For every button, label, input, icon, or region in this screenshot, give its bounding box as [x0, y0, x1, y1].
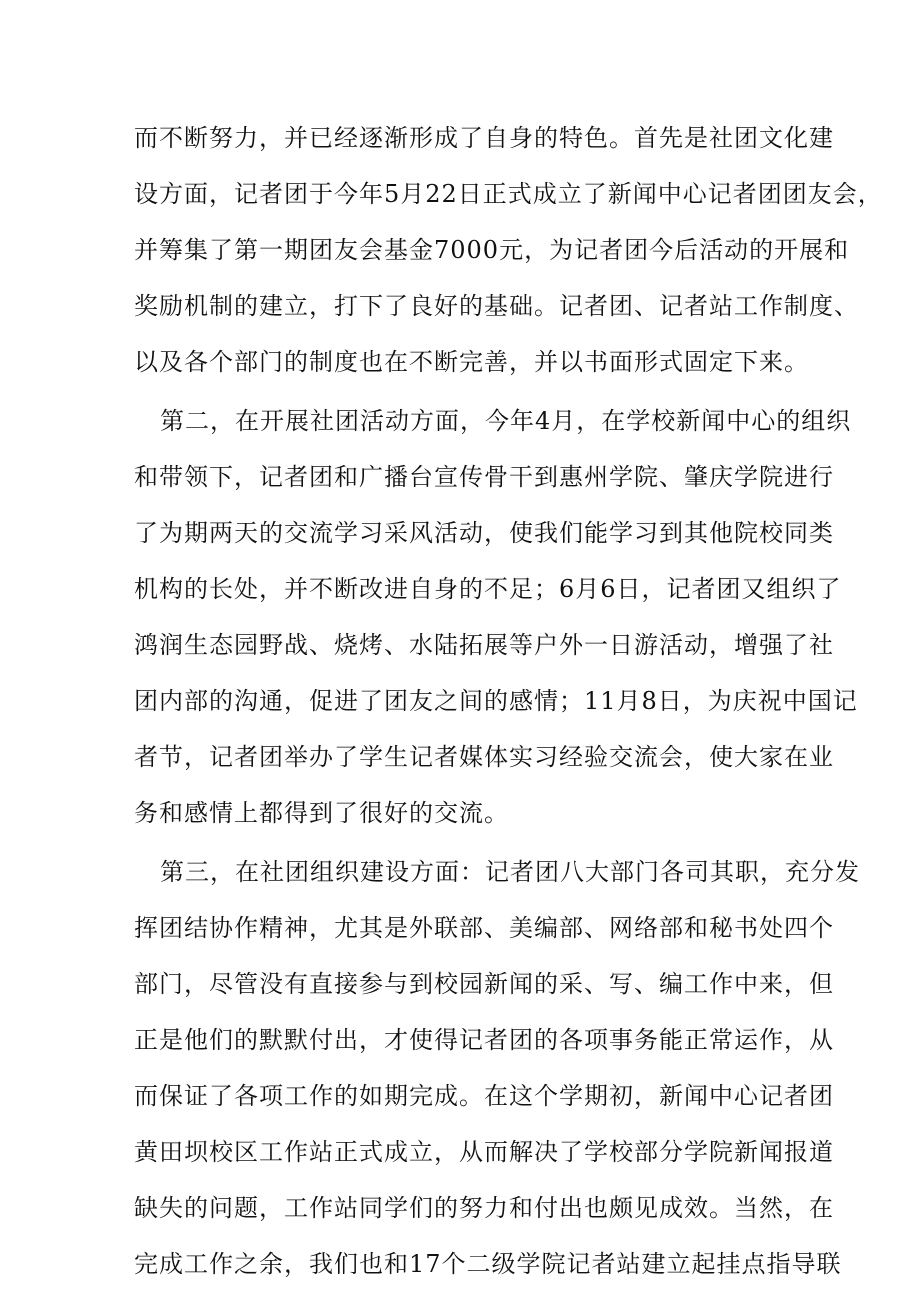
text-line: 了为期两天的交流学习采风活动，使我们能学习到其他院校同类: [134, 519, 834, 547]
text-line: 和带领下，记者团和广播台宣传骨干到惠州学院、肇庆学院进行: [134, 463, 834, 491]
text-line: 挥团结协作精神，尤其是外联部、美编部、网络部和秘书处四个: [134, 914, 834, 942]
text-line: 完成工作之余，我们也和17个二级学院记者站建立起挂点指导联: [134, 1250, 842, 1278]
text-line: 并筹集了第一期团友会基金7000元，为记者团今后活动的开展和: [134, 236, 850, 264]
text-line: 而不断努力，并已经逐渐形成了自身的特色。首先是社团文化建: [134, 124, 834, 152]
text-line: 部门，尽管没有直接参与到校园新闻的采、写、编工作中来，但: [134, 970, 834, 998]
text-line: 务和感情上都得到了很好的交流。: [134, 799, 509, 827]
text-line: 团内部的沟通，促进了团友之间的感情；11月8日，为庆祝中国记: [134, 687, 858, 715]
text-line: 者节，记者团举办了学生记者媒体实习经验交流会，使大家在业: [134, 743, 834, 771]
text-line: 设方面，记者团于今年5月22日正式成立了新闻中心记者团团友会，: [134, 180, 883, 208]
text-line: 而保证了各项工作的如期完成。在这个学期初，新闻中心记者团: [134, 1082, 834, 1110]
text-line: 机构的长处，并不断改进自身的不足；6月6日，记者团又组织了: [134, 575, 842, 603]
text-line: 黄田坝校区工作站正式成立，从而解决了学校部分学院新闻报道: [134, 1138, 834, 1166]
text-line: 正是他们的默默付出，才使得记者团的各项事务能正常运作，从: [134, 1026, 834, 1054]
paragraph-start-line: 第二，在开展社团活动方面，今年4月，在学校新闻中心的组织: [160, 407, 852, 435]
text-line: 奖励机制的建立，打下了良好的基础。记者团、记者站工作制度、: [134, 292, 859, 320]
text-line: 以及各个部门的制度也在不断完善，并以书面形式固定下来。: [134, 348, 809, 376]
text-line: 缺失的问题，工作站同学们的努力和付出也颇见成效。当然，在: [134, 1194, 834, 1222]
paragraph-start-line: 第三，在社团组织建设方面：记者团八大部门各司其职，充分发: [160, 858, 860, 886]
text-line: 鸿润生态园野战、烧烤、水陆拓展等户外一日游活动，增强了社: [134, 631, 834, 659]
